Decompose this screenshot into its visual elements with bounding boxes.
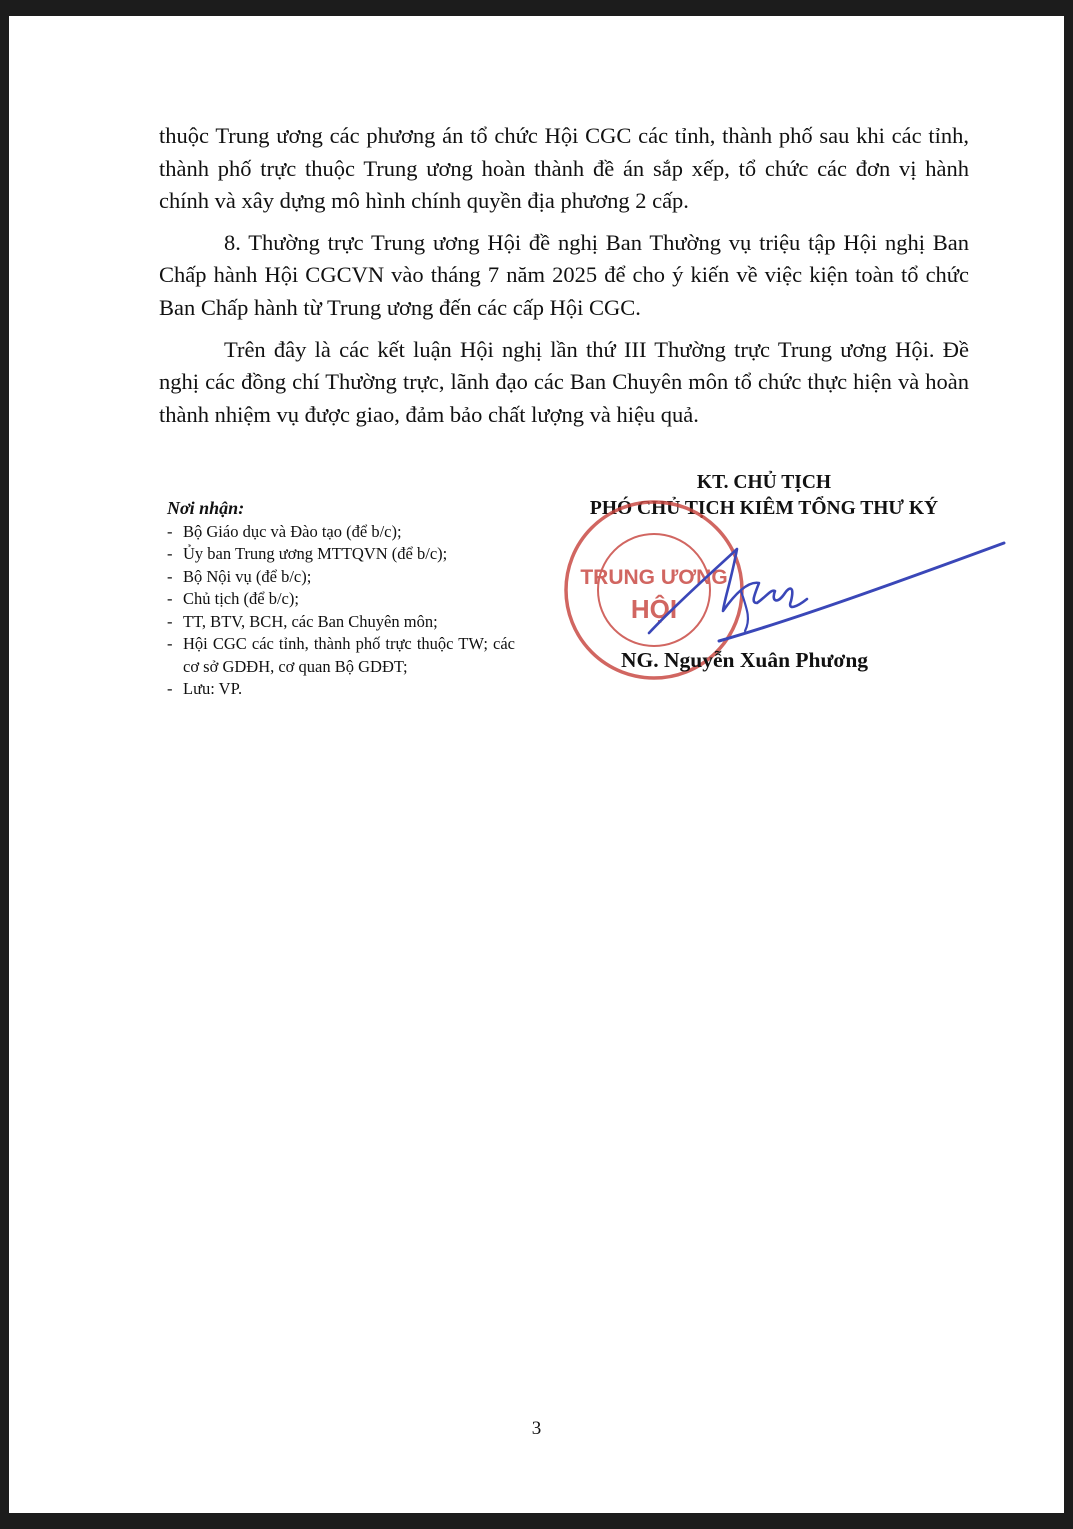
page-number: 3 — [531, 1418, 542, 1439]
seal-text-line2: HỘI — [630, 594, 678, 624]
signature-title-line1: KT. CHỦ TỊCH — [696, 472, 832, 493]
recipient-item: - TT, BTV, BCH, các Ban Chuyên môn; — [167, 611, 515, 634]
recipients-block — [167, 497, 515, 701]
recipient-item: - Ủy ban Trung ương MTTQVN (để b/c); — [167, 543, 515, 566]
signer-name: NG. Nguyễn Xuân Phương — [621, 648, 869, 672]
seal-text-line1: TRUNG ƯƠNG — [580, 566, 728, 589]
recipient-item: - Bộ Giáo dục và Đào tạo (để b/c); — [167, 521, 515, 544]
signature-title-line2: PHÓ CHỦ TỊCH KIÊM TỔNG THƯ KÝ — [589, 498, 939, 519]
paragraph-closing: Trên đây là các kết luận Hội nghị lần thứ III Thường trực Trung ương Hội. Đề nghị các đồng chí Thường trực, lãnh đạo các Ban Chuyên môn tổ chức thực hiện và hoàn thành nhiệm vụ được giao, đảm bảo chất lượng và hiệu quả. — [159, 336, 969, 427]
recipient-item: - Lưu: VP. — [167, 678, 515, 701]
recipients-list — [167, 521, 515, 701]
document-page — [9, 16, 1064, 1513]
recipients-heading: Nơi nhận: — [167, 498, 245, 518]
body-text — [159, 120, 969, 440]
paragraph-item-8: 8. Thường trực Trung ương Hội đề nghị Ban Thường vụ triệu tập Hội nghị Ban Chấp hành Hội CGCVN vào tháng 7 năm 2025 để cho ý kiến về việc kiện toàn tổ chức Ban Chấp hành từ Trung ương đến các cấp Hội CGC. — [159, 229, 969, 320]
handwritten-signature — [619, 541, 1009, 651]
recipient-item: - Hội CGC các tỉnh, thành phố trực thuộc TW; các cơ sở GDĐH, cơ quan Bộ GDĐT; — [167, 633, 515, 678]
recipient-item: - Chủ tịch (để b/c); — [167, 588, 515, 611]
recipient-item: - Bộ Nội vụ (để b/c); — [167, 566, 515, 589]
paragraph-continuation: thuộc Trung ương các phương án tổ chức Hội CGC các tỉnh, thành phố sau khi các tỉnh, thành phố trực thuộc Trung ương hoàn thành đề án sắp xếp, tổ chức các đơn vị hành chính và xây dựng mô hình chính quyền địa phương 2 cấp. — [159, 123, 969, 214]
